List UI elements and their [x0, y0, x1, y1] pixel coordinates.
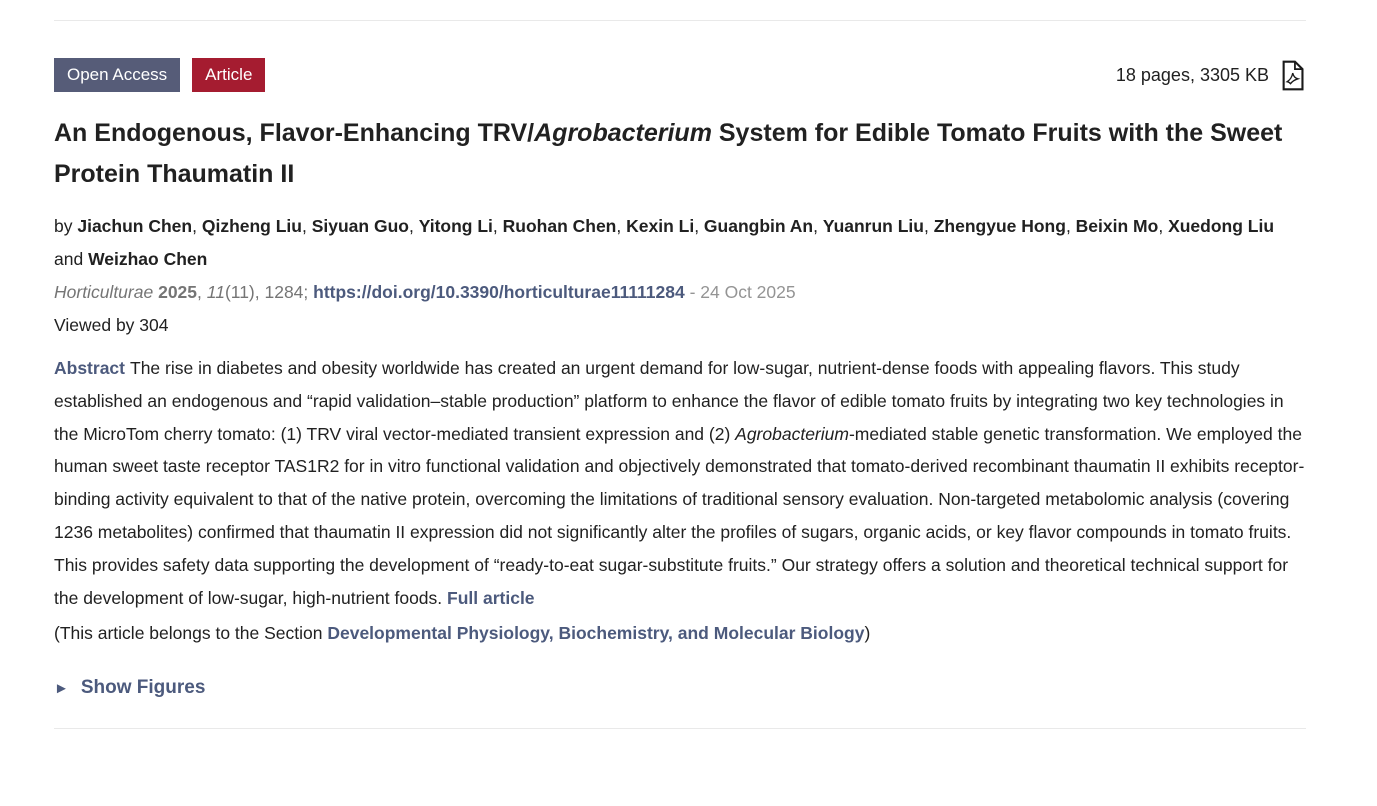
author-name[interactable]: Siyuan Guo — [311, 216, 409, 236]
abstract-segment-italic: Agrobacterium — [735, 423, 849, 444]
author-name[interactable]: Zhengyue Hong — [933, 216, 1066, 236]
pdf-file-icon[interactable] — [1279, 60, 1306, 91]
show-figures-label: Show Figures — [80, 677, 206, 699]
section-line — [54, 617, 1306, 650]
author-name[interactable]: Xuedong Liu — [1168, 216, 1275, 236]
badge-row — [54, 58, 1306, 92]
abstract-segment: -mediated stable genetic transformation. We employed the human sweet taste receptor TAS1R2 for in vitro functional validation and objectively demonstrated that tomato-derived recombinant thaumatin II exhibits receptor-binding activity equivalent to that of the native protein, overcoming the limitations of traditional sensory evaluation. Non-targeted metabolomic analysis (covering 1236 metabolites) confirmed that thaumatin II expression did not significantly alter the profiles of sugars, organic acids, or key flavor compounds in tomato fruits. This provides safety data supporting the development of “ready-to-eat sugar-substitute fruits.” Our strategy offers a solution and theoretical technical support for the development of low-sugar, high-nutrient foods. — [54, 423, 1305, 608]
abstract-segment: The rise in diabetes and obesity worldwide has created an urgent demand for low-sugar, nutrient-dense foods with appealing flavors. This study established an endogenous and “rapid validation–stable production” platform to enhance the flavor of edible tomato fruits by integrating two key technologies in the MicroTom cherry tomato: (1) TRV viral vector-mediated transient expression and (2) — [54, 358, 1284, 444]
journal-volume: 11 — [206, 282, 225, 302]
abstract-label: Abstract — [54, 358, 125, 378]
triangle-right-icon: ► — [54, 679, 69, 697]
badge-open-access[interactable]: Open Access — [54, 58, 180, 92]
section-link[interactable]: Developmental Physiology, Biochemistry, and Molecular Biology — [327, 623, 865, 644]
article-card — [54, 20, 1306, 729]
file-info — [1116, 60, 1306, 91]
author-name[interactable]: Jiachun Chen — [77, 216, 193, 236]
title-part-2: System for Edible Tomato Fruits with the Sweet Protein Thaumatin II — [54, 119, 1283, 188]
title-part-italic: Agrobacterium — [534, 119, 712, 147]
author-name[interactable]: Yuanrun Liu — [822, 216, 924, 236]
author-name[interactable]: Weizhao Chen — [88, 249, 208, 269]
journal-citation — [54, 276, 1306, 309]
view-count: Viewed by 304 — [54, 315, 169, 335]
journal-year: 2025 — [158, 282, 198, 302]
journal-issue-pages: (11), 1284; — [224, 282, 314, 302]
journal-name: Horticulturae — [54, 282, 154, 302]
publish-date: - 24 Oct 2025 — [684, 282, 796, 302]
author-name[interactable]: Ruohan Chen — [502, 216, 617, 236]
authors-line: by Jiachun Chen, Qizheng Liu, Siyuan Guo, Yitong Li, Ruohan Chen, Kexin Li, Guangbin An, Yuanrun Liu, Zhengyue Hong, Beixin Mo, Xuedong Liu and Weizhao Chen — [54, 216, 1275, 269]
section-suffix: ) — [864, 623, 871, 644]
article-title[interactable] — [54, 113, 1306, 195]
author-name[interactable]: Kexin Li — [626, 216, 695, 236]
author-name[interactable]: Yitong Li — [418, 216, 493, 236]
full-article-link[interactable]: Full article — [447, 587, 535, 608]
journal-comma: , — [197, 282, 207, 302]
top-divider — [54, 20, 1306, 21]
abstract-paragraph — [54, 352, 1306, 614]
author-name[interactable]: Beixin Mo — [1075, 216, 1159, 236]
bottom-divider — [54, 728, 1306, 729]
section-prefix: (This article belongs to the Section — [54, 623, 328, 644]
title-part-1: An Endogenous, Flavor-Enhancing TRV/ — [54, 119, 535, 147]
show-figures-toggle[interactable] — [54, 677, 205, 699]
author-name[interactable]: Qizheng Liu — [201, 216, 302, 236]
author-name[interactable]: Guangbin An — [703, 216, 814, 236]
file-size-label: 18 pages, 3305 KB — [1115, 64, 1269, 85]
abstract-text — [54, 358, 1304, 608]
doi-link[interactable]: https://doi.org/10.3390/horticulturae11111284 — [313, 282, 685, 302]
badge-article[interactable]: Article — [192, 58, 265, 92]
badge-list — [54, 58, 277, 92]
